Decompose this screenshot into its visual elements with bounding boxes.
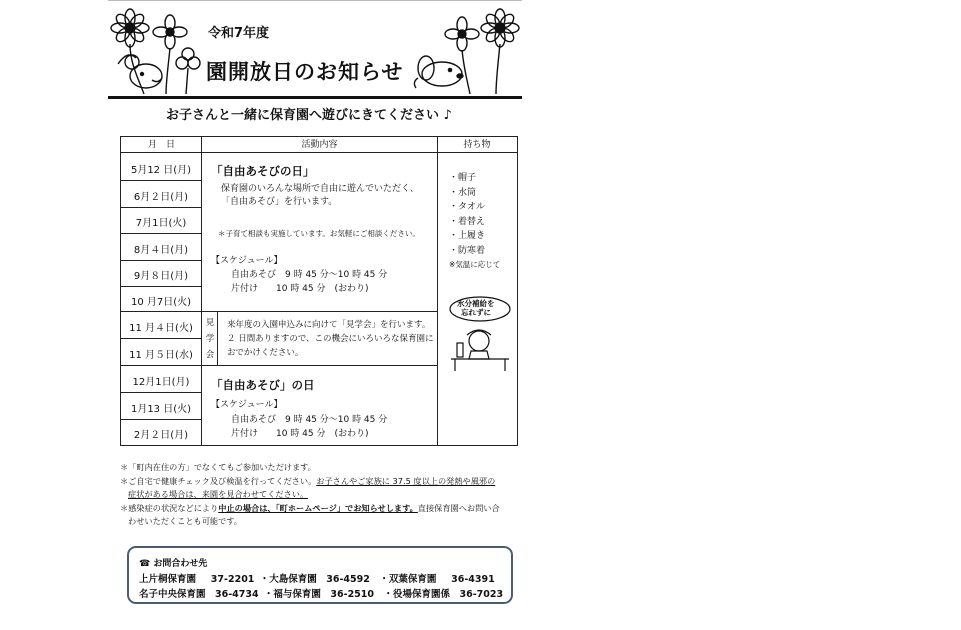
notes bbox=[120, 461, 524, 529]
date-cell: 8月４日(月) bbox=[133, 245, 189, 256]
list-item: ・帽子 bbox=[449, 173, 477, 183]
subtitle: お子さんと一緒に保育園へ遊びにきてください ♪ bbox=[166, 108, 452, 123]
top-border bbox=[108, 0, 522, 1]
note: ＊ご自宅で健康チェック及び検温を行ってください。お子さんやご家族に 37.5 度以上の発熱や風邪の bbox=[120, 475, 496, 486]
hydration-note: 忘れずに bbox=[461, 308, 491, 317]
note: ＊「町内在住の方」でなくてもご参加いただけます。 bbox=[120, 462, 316, 472]
date-cell: 1月13 日(火) bbox=[130, 404, 192, 415]
tour-desc: 来年度の入園申込みに向けて「見学会」を行います。 bbox=[227, 320, 431, 330]
list-item: ・防寒着 bbox=[449, 245, 486, 256]
tour-desc: ２ 日間ありますので、この機会にいろいろな保育園に bbox=[227, 334, 434, 344]
flower-puppy-illustration bbox=[412, 8, 522, 96]
tour-desc: おでかけください。 bbox=[227, 348, 304, 358]
list-item: ・着替え bbox=[449, 216, 486, 227]
free-play-title: 「自由あそびの日」 bbox=[211, 164, 315, 178]
contact-row: 上片桐保育園 37-2201 ・大島保育園 36-4592 ・双葉保育園 36-4391 bbox=[139, 574, 495, 585]
note: 症状がある場合は、来園を見合わせてください。 bbox=[128, 489, 309, 499]
free-play-desc: 「自由あそび」を行います。 bbox=[221, 197, 338, 207]
list-item: ※気温に応じて bbox=[449, 260, 501, 269]
date-cell: 9月８日(月) bbox=[133, 271, 189, 282]
date-cell: 6月２日(月) bbox=[133, 192, 189, 203]
schedule-line: 自由あそび 9 時 45 分～10 時 45 分 bbox=[231, 270, 388, 280]
note: ＊感染症の状況などにより中止の場合は、「町ホームページ」でお知らせします。直接保育園へお問い合 bbox=[120, 502, 500, 513]
date-cell: 12月1日(月) bbox=[132, 377, 190, 388]
schedule-line: 片付け 10 時 45 分 (おわり) bbox=[231, 284, 369, 294]
date-column-header: 月 日 bbox=[121, 137, 202, 153]
contact-box bbox=[127, 546, 513, 604]
schedule-label: 【スケジュール】 bbox=[211, 400, 283, 410]
column-divider bbox=[217, 311, 218, 365]
flower-mouse-illustration bbox=[108, 8, 206, 96]
items-column-header: 持ち物 bbox=[437, 137, 517, 153]
date-cell: 5月12 日(月) bbox=[130, 165, 192, 176]
schedule-table bbox=[120, 136, 518, 446]
notice-page bbox=[108, 0, 522, 630]
list-item: ・水筒 bbox=[449, 187, 477, 198]
date-cell: 11 月５日(水) bbox=[129, 350, 193, 361]
schedule-line: 片付け 10 時 45 分 (おわり) bbox=[231, 429, 369, 439]
contact-row: 名子中央保育園 36-4734 ・福与保育園 36-2510 ・役場保育園係 36-7023 bbox=[139, 589, 504, 600]
items-list bbox=[449, 171, 500, 273]
fiscal-year: 令和7年度 bbox=[208, 26, 270, 41]
column-divider bbox=[437, 137, 438, 445]
list-item: ・上履き bbox=[449, 231, 486, 241]
page-title: 園開放日のお知らせ bbox=[206, 60, 404, 84]
free-play-desc: 保育園のいろんな場所で自由に遊んでいただく、 bbox=[221, 184, 419, 194]
phone-icon: ☎ bbox=[139, 559, 151, 569]
date-cell: 2月２日(月) bbox=[133, 430, 189, 441]
column-divider bbox=[201, 137, 202, 445]
activity-column-header: 活動内容 bbox=[202, 137, 437, 153]
contact-title: ☎ お問合わせ先 bbox=[139, 559, 208, 569]
header-divider bbox=[108, 96, 522, 99]
date-cell: 10 月7日(火) bbox=[130, 297, 192, 308]
date-cell: 7月1日(火) bbox=[135, 218, 187, 229]
schedule-line: 自由あそび 9 時 45 分～10 時 45 分 bbox=[231, 415, 388, 425]
date-cell: 11 月４日(火) bbox=[129, 323, 193, 334]
list-item: ・タオル bbox=[449, 202, 486, 212]
schedule-label: 【スケジュール】 bbox=[211, 256, 283, 266]
note: わせいただくことも可能です。 bbox=[128, 516, 242, 526]
consultation-note: ＊子育て相談も実施しています。お気軽にご相談ください。 bbox=[218, 229, 420, 238]
tour-label: 見 学 会 bbox=[205, 318, 215, 360]
hydration-note: 水分補給を bbox=[457, 299, 495, 308]
free-play-title: 「自由あそび」の日 bbox=[211, 378, 315, 392]
